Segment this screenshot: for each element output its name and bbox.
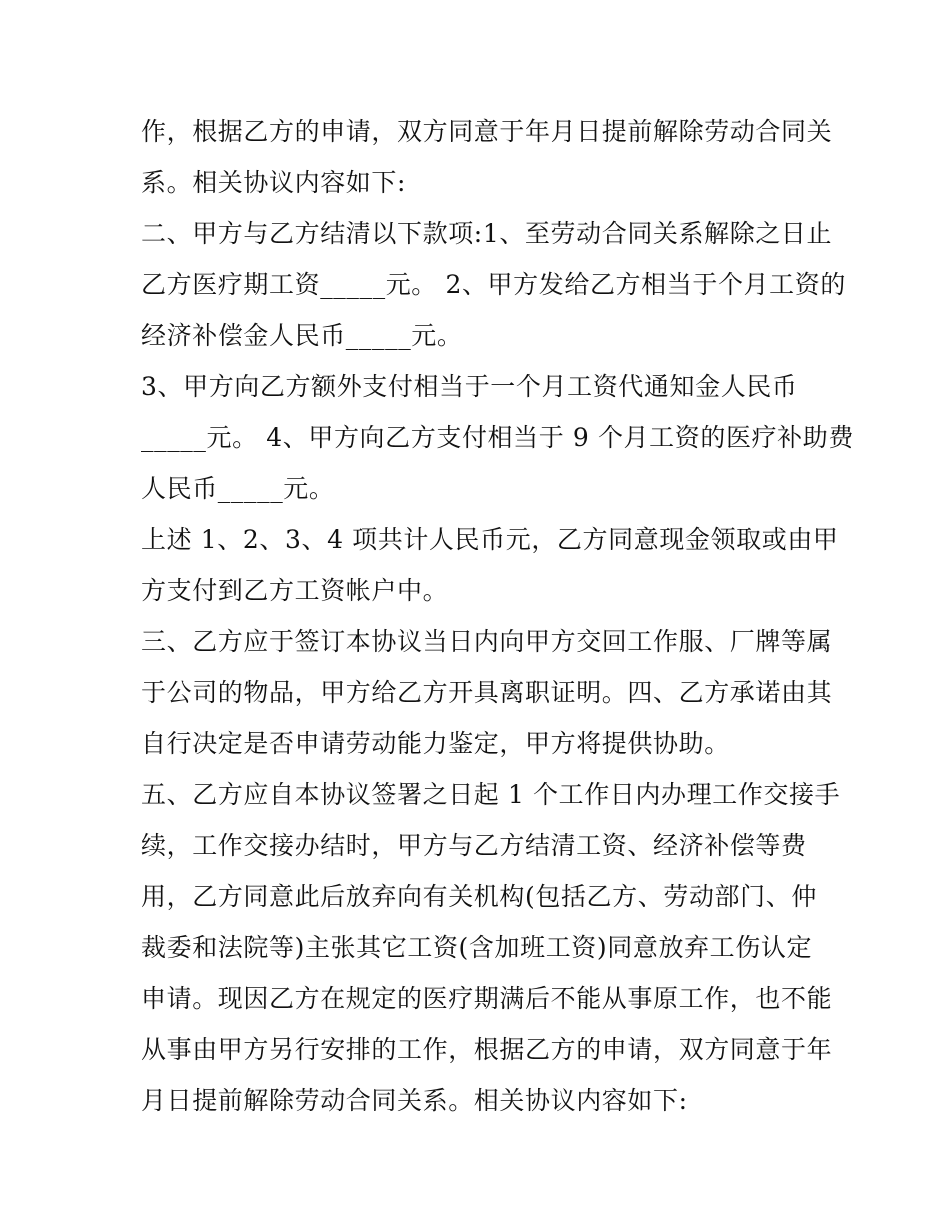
text-line-9: 上述 1、2、3、4 项共计人民币元，乙方同意现金领取或由甲 [141, 525, 839, 554]
text-line-1: 作，根据乙方的申请，双方同意于年月日提前解除劳动合同关 [141, 117, 833, 146]
text-line-10: 方支付到乙方工资帐户中。 [141, 576, 449, 605]
text-line-19: 从事由甲方另行安排的工作，根据乙方的申请，双方同意于年 [141, 1035, 833, 1064]
text-line-14: 五、乙方应自本协议签署之日起 1 个工作日内办理工作交接手 [141, 780, 841, 809]
text-line-3: 二、甲方与乙方结清以下款项:1、至劳动合同关系解除之日止 [141, 219, 833, 248]
text-line-4: 乙方医疗期工资_____元。 2、甲方发给乙方相当于个月工资的 [141, 270, 846, 299]
text-line-11: 三、乙方应于签订本协议当日内向甲方交回工作服、厂牌等属 [141, 627, 833, 656]
text-line-6: 3、甲方向乙方额外支付相当于一个月工资代通知金人民币 [141, 372, 798, 401]
text-line-20: 月日提前解除劳动合同关系。相关协议内容如下: [141, 1086, 688, 1115]
text-line-16: 用，乙方同意此后放弃向有关机构(包括乙方、劳动部门、仲 [141, 882, 817, 911]
text-line-17: 裁委和法院等)主张其它工资(含加班工资)同意放弃工伤认定 [141, 933, 813, 962]
document-body [141, 106, 854, 1126]
text-line-7: _____元。 4、甲方向乙方支付相当于 9 个月工资的医疗补助费 [141, 423, 854, 452]
text-line-8: 人民币_____元。 [141, 474, 335, 503]
text-line-18: 申请。现因乙方在规定的医疗期满后不能从事原工作，也不能 [141, 984, 833, 1013]
text-line-12: 于公司的物品，甲方给乙方开具离职证明。四、乙方承诺由其 [141, 678, 833, 707]
text-line-5: 经济补偿金人民币_____元。 [141, 321, 463, 350]
text-line-15: 续，工作交接办结时，甲方与乙方结清工资、经济补偿等费 [141, 831, 807, 860]
text-line-2: 系。相关协议内容如下: [141, 168, 407, 197]
text-line-13: 自行决定是否申请劳动能力鉴定，甲方将提供协助。 [141, 729, 730, 758]
